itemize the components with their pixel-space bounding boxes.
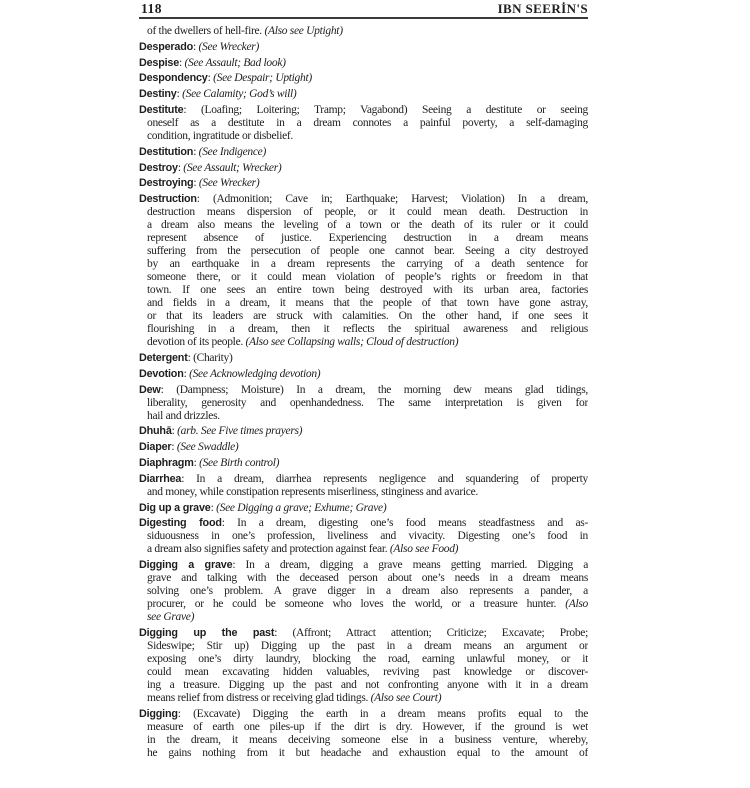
text-line: [139, 72, 588, 85]
text-line: [139, 57, 588, 70]
dictionary-entry: [139, 559, 588, 624]
entry-text: : (Affront; Attract attention; Criticize; Excavate; Probe;: [274, 626, 588, 639]
text-line: [139, 457, 588, 470]
text-line: [139, 323, 588, 336]
text-line: [139, 297, 588, 310]
text-line: [139, 25, 588, 38]
entry-headword: Despise: [139, 56, 180, 69]
entry-text: and money, while constipation represents miserliness, stinginess and avarice.: [147, 485, 478, 498]
entry-text: of the dwellers of hell-fire.: [147, 25, 265, 37]
text-line: [139, 41, 588, 54]
entry-text: represent absence of justice. Experiencing destruction in a dream means: [147, 232, 588, 245]
dictionary-entry: [139, 517, 588, 556]
entry-text: :: [193, 456, 200, 469]
dictionary-entry: [139, 352, 588, 365]
entry-text: grave and talking with the deceased person about one’s needs in a dream means: [147, 572, 588, 585]
entry-headword: Destroy: [139, 161, 178, 174]
entry-text: : In a dream, digging a grave means getting married. Digging a: [232, 559, 588, 572]
dictionary-entry: [139, 41, 588, 54]
dictionary-entry: [139, 177, 588, 190]
text-line: [139, 271, 588, 284]
text-line: [139, 88, 588, 101]
cross-reference: (Also see Collapsing walls; Cloud of destruction): [245, 336, 459, 349]
dictionary-entry: [139, 441, 588, 454]
cross-reference: (Also: [565, 598, 588, 611]
entry-text: town. If one sees an entire town being destroyed with its urban area, factories: [147, 284, 588, 297]
cross-reference: (Also see Food): [389, 543, 459, 556]
entry-text: could mean excavating hidden valuables, reviving past knowledge or discover-: [147, 665, 588, 678]
entry-headword: Digesting food: [139, 517, 222, 530]
text-line: [139, 104, 588, 117]
text-line: [139, 721, 588, 734]
dictionary-entry: [139, 57, 588, 70]
dictionary-content: [139, 25, 588, 760]
dictionary-entry: [139, 368, 588, 381]
entry-headword: Destroying: [139, 177, 194, 190]
cross-reference: (See Calamity; God’s will): [182, 88, 297, 101]
entry-text: :: [193, 145, 199, 158]
text-line: [139, 666, 588, 679]
entry-text: or that its leaders are struck with calamities. On the other hand, if one sees it: [147, 310, 588, 323]
text-line: [139, 425, 588, 438]
entry-text: by an earthquake in a dream represents the carrying of a death sentence for: [147, 258, 588, 271]
cross-reference: (See Indigence): [198, 145, 267, 158]
entry-text: and fields in a dream, it means that the people of that town have gone astray,: [147, 297, 588, 310]
entry-headword: Digging: [139, 707, 178, 720]
text-line: [139, 441, 588, 454]
text-line: [139, 384, 588, 397]
entry-text: :: [176, 88, 183, 101]
entry-headword: Despondency: [139, 72, 208, 85]
entry-headword: Digging up the past: [139, 626, 275, 639]
dictionary-entry: [139, 425, 588, 438]
entry-text: :: [177, 161, 184, 174]
entry-text: siduousness in one’s profession, liveliness and vivacity. Digesting one’s food in: [147, 530, 588, 543]
entry-headword: Devotion: [139, 367, 184, 380]
entry-text: :: [171, 425, 178, 438]
entry-headword: Destitute: [139, 103, 184, 116]
cross-reference: (See Acknowledging devotion): [189, 367, 321, 380]
entry-text: : In a dream, digesting one’s food means steadfastness and as-: [221, 517, 588, 530]
page-number: 118: [141, 1, 163, 16]
text-line: [139, 206, 588, 219]
text-line: [139, 368, 588, 381]
text-line: [139, 572, 588, 585]
dictionary-entry: [139, 88, 588, 101]
text-line: [139, 193, 588, 206]
text-line: [139, 653, 588, 666]
text-line: [139, 310, 588, 323]
entry-headword: Destitution: [139, 145, 194, 158]
text-line: [139, 397, 588, 410]
text-line: [139, 585, 588, 598]
text-line: [139, 611, 588, 624]
cross-reference: (See Despair; Uptight): [213, 72, 312, 85]
text-line: [139, 747, 588, 760]
text-line: [139, 598, 588, 611]
entry-text: : (Admonition; Cave in; Earthquake; Harvest; Violation) In a dream,: [196, 193, 588, 206]
cross-reference: (arb. See Five times prayers): [177, 425, 303, 438]
text-line: [139, 219, 588, 232]
entry-text: someone there, or it could mean violation of people’s rights or freedom in that: [147, 271, 588, 284]
cross-reference: see Grave): [147, 611, 195, 624]
entry-text: :: [193, 40, 199, 53]
dictionary-entry: [139, 25, 588, 38]
text-line: [139, 162, 588, 175]
entry-text: oneself as a destitute in a dream connotes a painful poverty, a self-damaging: [147, 116, 588, 129]
entry-text: ing a treasure. Digging up the past and not confronting anyone with it in a dream: [147, 678, 588, 691]
text-line: [139, 473, 588, 486]
entry-text: destruction means dispersion of people, or it could mean death. Destruction in: [147, 206, 588, 219]
entry-headword: ā: [165, 425, 172, 438]
text-line: [139, 232, 588, 245]
running-title: IBN SEERİN'S: [497, 1, 588, 16]
text-line: [139, 245, 588, 258]
entry-text: liberality, generosity and openhandedness. The same interpretation is given for: [147, 396, 588, 409]
entry-headword: Destiny: [139, 88, 177, 101]
entry-headword: Diarrhea: [139, 472, 182, 485]
entry-headword: Diaper: [139, 441, 172, 454]
entry-headword: Detergent: [139, 351, 188, 364]
cross-reference: (See Wrecker): [198, 40, 259, 53]
entry-text: suffering from the persecution of people one cannot bear. Seeing a city destroyed: [147, 245, 588, 258]
dictionary-entry: [139, 162, 588, 175]
text-line: [139, 130, 588, 143]
entry-text: exposing one’s dirty laundry, blocking the road, earning unlawful money, or it: [147, 652, 588, 665]
dictionary-entry: [139, 473, 588, 499]
entry-text: Sideswipe; Stir up) Digging up the past in a dream means an argument or: [147, 639, 588, 652]
entry-text: he gains nothing from it but headache and exhaustion equal to the amount of: [147, 746, 588, 759]
text-line: [139, 708, 588, 721]
entry-text: devotion of its people.: [147, 336, 246, 349]
text-line: [139, 410, 588, 423]
dictionary-entry: [139, 708, 588, 760]
entry-headword: Desperado: [139, 40, 194, 53]
entry-headword: Destruction: [139, 193, 197, 206]
text-line: [139, 336, 588, 349]
cross-reference: (See Swaddle): [176, 441, 239, 454]
entry-headword: u: [153, 425, 160, 438]
dictionary-entry: [139, 72, 588, 85]
text-line: [139, 543, 588, 556]
entry-text: procurer, or he could be someone who loves the world, or a treasure hunter.: [147, 598, 566, 611]
cross-reference: (Also see Uptight): [264, 25, 343, 37]
text-line: [139, 679, 588, 692]
entry-headword: h: [159, 425, 166, 438]
text-line: [139, 502, 588, 515]
entry-headword: Dig up a grave: [139, 501, 211, 514]
entry-text: hail and drizzles.: [147, 409, 220, 422]
text-line: [139, 627, 588, 640]
text-line: [139, 117, 588, 130]
text-line: [139, 146, 588, 159]
entry-text: :: [193, 177, 199, 190]
text-line: [139, 559, 588, 572]
text-line: [139, 177, 588, 190]
cross-reference: (See Wrecker): [198, 177, 260, 190]
entry-text: : (Dampness; Moisture) In a dream, the morning dew means glad tidings,: [160, 383, 588, 396]
entry-text: :: [207, 72, 214, 85]
entry-text: : (Excavate) Digging the earth in a dream means profits equal to the: [177, 707, 588, 720]
text-line: [139, 530, 588, 543]
page-header: [139, 1, 588, 17]
dictionary-entry: [139, 457, 588, 470]
text-line: [139, 517, 588, 530]
text-line: [139, 640, 588, 653]
entry-text: measure of earth one piles-up if the dirt is dry. However, if the ground is wet: [147, 720, 588, 733]
entry-text: :: [171, 441, 177, 454]
dictionary-entry: [139, 104, 588, 143]
dictionary-entry: [139, 193, 588, 349]
entry-text: flourishing in a dream, then it reflects the spiritual awareness and religious: [147, 323, 588, 336]
entry-headword: Dew: [139, 383, 161, 396]
header-rule: [139, 17, 588, 19]
entry-text: a dream also signifies safety and protection against fear.: [147, 543, 390, 556]
entry-text: means relief from distress or receiving glad tidings.: [147, 691, 371, 704]
dictionary-entry: [139, 146, 588, 159]
entry-headword: Digging a grave: [139, 559, 233, 572]
entry-text: :: [210, 501, 217, 514]
entry-text: a dream also means the leveling of a town or the death of its ruler or it could: [147, 219, 588, 232]
text-line: [139, 734, 588, 747]
text-line: [139, 284, 588, 297]
cross-reference: (See Assault; Wrecker): [183, 161, 282, 174]
entry-text: : In a dream, diarrhea represents negligence and squandering of property: [181, 472, 588, 485]
entry-headword: Diaphragm: [139, 456, 194, 469]
cross-reference: (Also see Court): [370, 691, 442, 704]
text-line: [139, 352, 588, 365]
text-line: [139, 692, 588, 705]
entry-text: :: [183, 367, 190, 380]
entry-text: : (Charity): [187, 351, 233, 364]
cross-reference: (See Birth control): [199, 456, 280, 469]
text-line: [139, 258, 588, 271]
entry-text: in the dream, it means deceiving someone else in a business venture, whereby,: [147, 733, 588, 746]
entry-text: solving one’s problem. A grave digger in a dream also represents a pander, a: [147, 585, 588, 598]
dictionary-entry: [139, 502, 588, 515]
dictionary-entry: [139, 627, 588, 705]
entry-headword: Dh: [139, 425, 153, 438]
entry-text: :: [179, 56, 185, 69]
entry-text: : (Loafing; Loitering; Tramp; Vagabond) Seeing a destitute or seeing: [183, 103, 588, 116]
cross-reference: (See Digging a grave; Exhume; Grave): [216, 501, 387, 514]
entry-text: condition, ingratitude or disbelief.: [147, 129, 294, 142]
dictionary-entry: [139, 384, 588, 423]
cross-reference: (See Assault; Bad look): [184, 56, 286, 69]
text-line: [139, 486, 588, 499]
